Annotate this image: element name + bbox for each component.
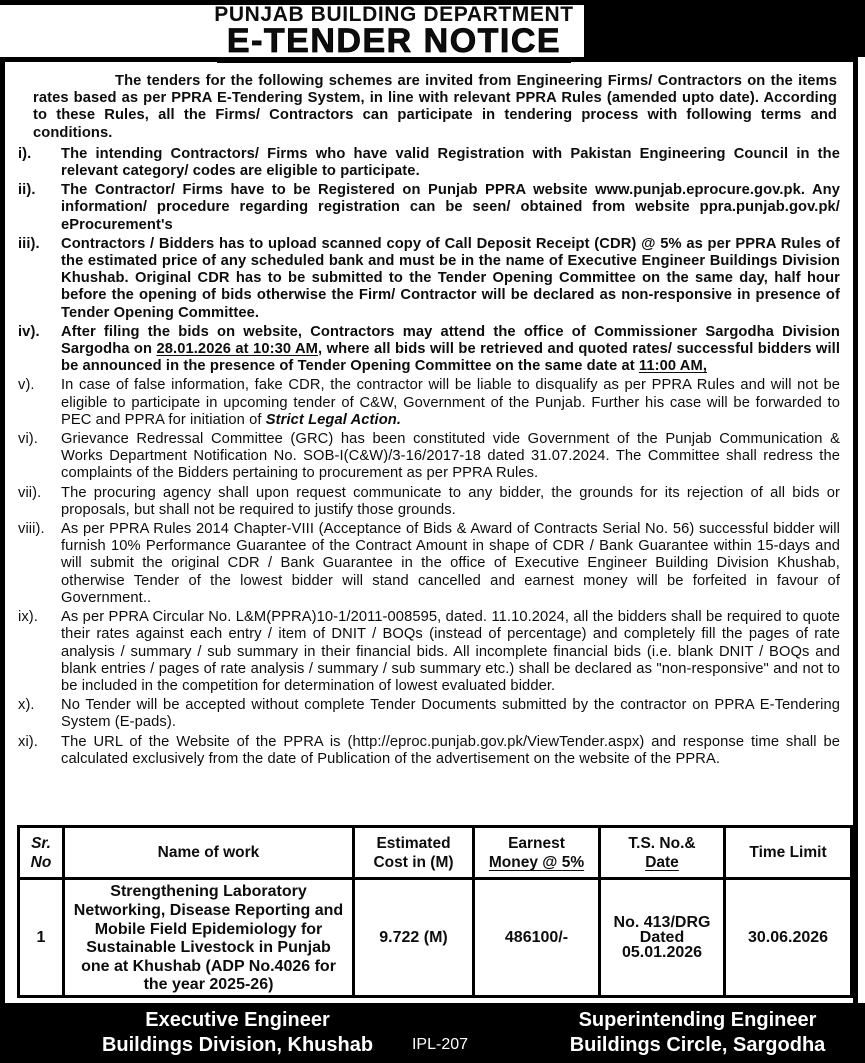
term-item-vii (5, 485, 840, 519)
term-item-ix (5, 609, 840, 695)
underlined-datetime: 28.01.2026 at 10:30 AM (156, 341, 319, 358)
term-label: iv). (18, 323, 40, 340)
cell-estimated-cost: 9.722 (M) (354, 879, 474, 997)
cell-time-limit: 30.06.2026 (725, 879, 852, 997)
table-row (19, 879, 852, 997)
term-item-x (5, 697, 840, 731)
notice-body-box (0, 57, 858, 1003)
term-label: v). (18, 377, 35, 394)
term-text: No Tender will be accepted without complete Tender Documents submitted by the contractor on PPRA E-Tendering System (E-pads). (61, 697, 840, 731)
term-text: Grievance Redressal Committee (GRC) has been constituted vide Government of the Punjab Communication & Works Department Notification No. SOB-I(C&W)/3-16/2017-18 dated 31.07.2024. The Committee shall redress the complaints of the Bidders pertaining to procurement as per PPRA Rules. (61, 431, 840, 482)
signatory-left-title: Executive Engineer (145, 1009, 330, 1031)
notice-title: E-TENDER NOTICE (217, 26, 571, 63)
department-title: PUNJAB BUILDING DEPARTMENT (214, 3, 574, 26)
term-text: The intending Contractors/ Firms who have valid Registration with Pakistan Engineering Council in the relevant category/ codes are eligible to participate. (61, 145, 840, 180)
cell-ts-no-date: No. 413/DRG Dated 05.01.2026 (600, 879, 725, 997)
header-estimated-cost: Estimated Cost in (M) (354, 827, 474, 879)
cell-name-of-work: Strengthening Laboratory Networking, Disease Reporting and Mobile Field Epidemiology for Sustainable Livestock in Punjab one at Khushab (ADP No.4026 for the year 2025-26) (64, 879, 354, 997)
underlined-time: 11:00 AM, (638, 358, 708, 375)
header-name-of-work: Name of work (64, 827, 354, 879)
signatory-right (530, 1008, 865, 1058)
term-label: ii). (18, 182, 36, 199)
header-sr-no: Sr. No (19, 827, 64, 879)
term-item-viii (5, 521, 840, 607)
footer-bar (0, 1003, 865, 1063)
term-item-i (5, 146, 840, 180)
ipl-number: IPL-207 (411, 1036, 469, 1053)
term-label: i). (18, 145, 32, 162)
term-text: The URL of the Website of the PPRA is (http://eproc.punjab.gov.pk/ViewTender.aspx) and response time shall be calculated exclusively from the date of Publication of the advertisement on the website of the PPRA. (61, 733, 840, 767)
term-text-part: , where all bids will be retrieved and quoted rates/ successful bidders will be announced in the presence of Tender Opening Committee on the same date at (61, 341, 840, 375)
term-item-iv (5, 324, 840, 376)
header-time-limit: Time Limit (725, 827, 852, 879)
tender-table-header (19, 827, 852, 879)
cell-earnest-money: 486100/- (474, 879, 600, 997)
term-label: xi). (18, 733, 38, 750)
term-label: vi). (18, 431, 38, 448)
term-item-xi (5, 734, 840, 768)
term-text: As per PPRA Rules 2014 Chapter-VIII (Acceptance of Bids & Award of Contracts Serial No. 56) successful bidder will furnish 10% Performance Guarantee of the Contract Amount in shape of CDR / Bank Guarantee within 15-days and will submit the original CDR / Bank Guarantee in the office of Executive Engineer Building Division Khushab, otherwise Tender of the lowest bidder will stand cancelled and earnest money will be forfeited in favour of Government.. (61, 521, 840, 606)
signatory-left-office: Buildings Division, Khushab (101, 1034, 374, 1056)
term-label: iii). (18, 235, 40, 252)
term-text (61, 377, 840, 429)
term-item-ii (5, 182, 840, 234)
term-item-v (5, 377, 840, 429)
term-label: vii). (18, 484, 42, 501)
term-label: viii). (18, 521, 45, 538)
term-label: x). (18, 697, 35, 714)
term-item-iii (5, 236, 840, 322)
italic-emphasis: Strict Legal Action. (265, 411, 402, 428)
term-text: The Contractor/ Firms have to be Registered on Punjab PPRA website www.punjab.eprocure.gov.pk. Any information/ procedure regarding registration can be seen/ obtained from website ppra.punjab.gov.pk/ eProcurement's (61, 182, 840, 233)
notice-header (0, 4, 788, 63)
notice-title-wrap (0, 22, 788, 63)
term-text: As per PPRA Circular No. L&M(PPRA)10-1/2011-008595, dated. 11.10.2024, all the bidders shall be required to quote their rates against each entry / item of DNIT / BOQs (instead of percentage) and completely fill the pages of rate analysis / summary / sub summary in their financial bids. All incomplete financial bids (i.e. blank DNIT / BOQs and blank entries / pages of rate analysis / summary / sub summary etc.) shall be declared as "non-responsive" and not to be included in the competition for determination of lowest evaluated bidder. (61, 609, 840, 694)
term-text: Contractors / Bidders has to upload scanned copy of Call Deposit Receipt (CDR) @ 5% as per PPRA Rules of the estimated price of any scheduled bank and must be in the name of Executive Engineer Buildings Division Khushab. Original CDR has to be submitted to the Tender Opening Committee on the same day, half hour before the opening of bids otherwise the Firm/ Contractor will be declared as non-responsive in presence of Tender Opening Committee. (61, 235, 840, 321)
signatory-right-title: Superintending Engineer (578, 1009, 817, 1031)
tender-table (17, 825, 853, 998)
terms-flow (5, 62, 853, 834)
signatory-right-office: Buildings Circle, Sargodha (569, 1034, 826, 1056)
header-ts-no-date: T.S. No.& Date (600, 827, 725, 879)
term-item-vi (5, 431, 840, 483)
term-label: ix). (18, 609, 38, 626)
cell-sr-no: 1 (19, 879, 64, 997)
term-text: The procuring agency shall upon request communicate to any bidder, the grounds for its rejection of all bids or proposals, but shall not be required to justify those grounds. (61, 484, 840, 518)
term-text-part: After filing the bids on website, Contractors may attend the office of Commissioner Sargodha Division Sargodha on (61, 323, 840, 358)
term-text-part: In case of false information, fake CDR, the contractor will be liable to disqualify as per PPRA Rules and will not be eligible to participate in upcoming tender of C&W, Government of the Punjab. Further his case will be forwarded to PEC and PPRA for initiation of (61, 377, 840, 428)
header-earnest-money: Earnest Money @ 5% (474, 827, 600, 879)
term-text (61, 324, 840, 376)
intro-paragraph: The tenders for the following schemes are invited from Engineering Firms/ Contractors on the items rates based as per PPRA E-Tendering System, in line with relevant PPRA Rules (amended upto date). According to these Rules, all the Firms/ Contractors can participate in tendering process with following terms and conditions. (33, 73, 837, 141)
terms-list (5, 146, 840, 768)
